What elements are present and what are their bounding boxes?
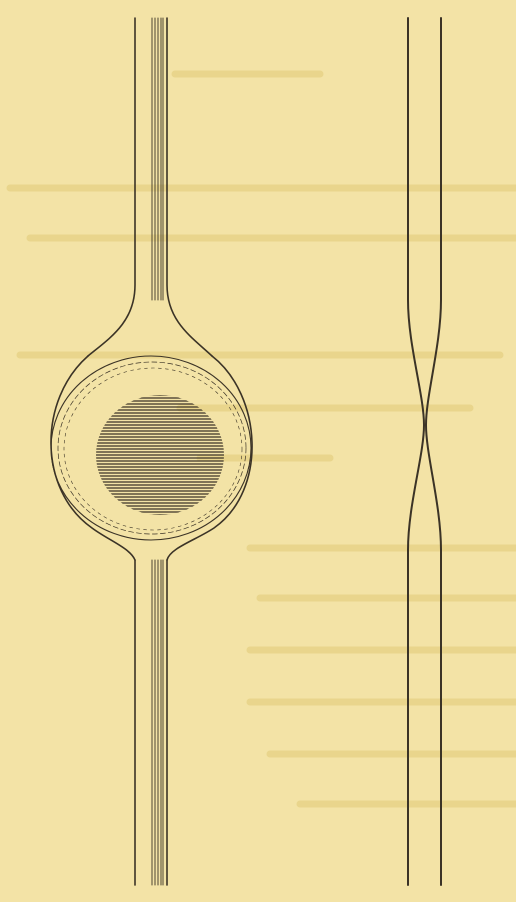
bulb-tube-figure	[51, 18, 252, 885]
bulb-tube-upper-bore	[152, 18, 163, 300]
bulb-tube-lower-bore	[152, 560, 163, 885]
bulb-inner-wall-shading	[58, 362, 246, 534]
